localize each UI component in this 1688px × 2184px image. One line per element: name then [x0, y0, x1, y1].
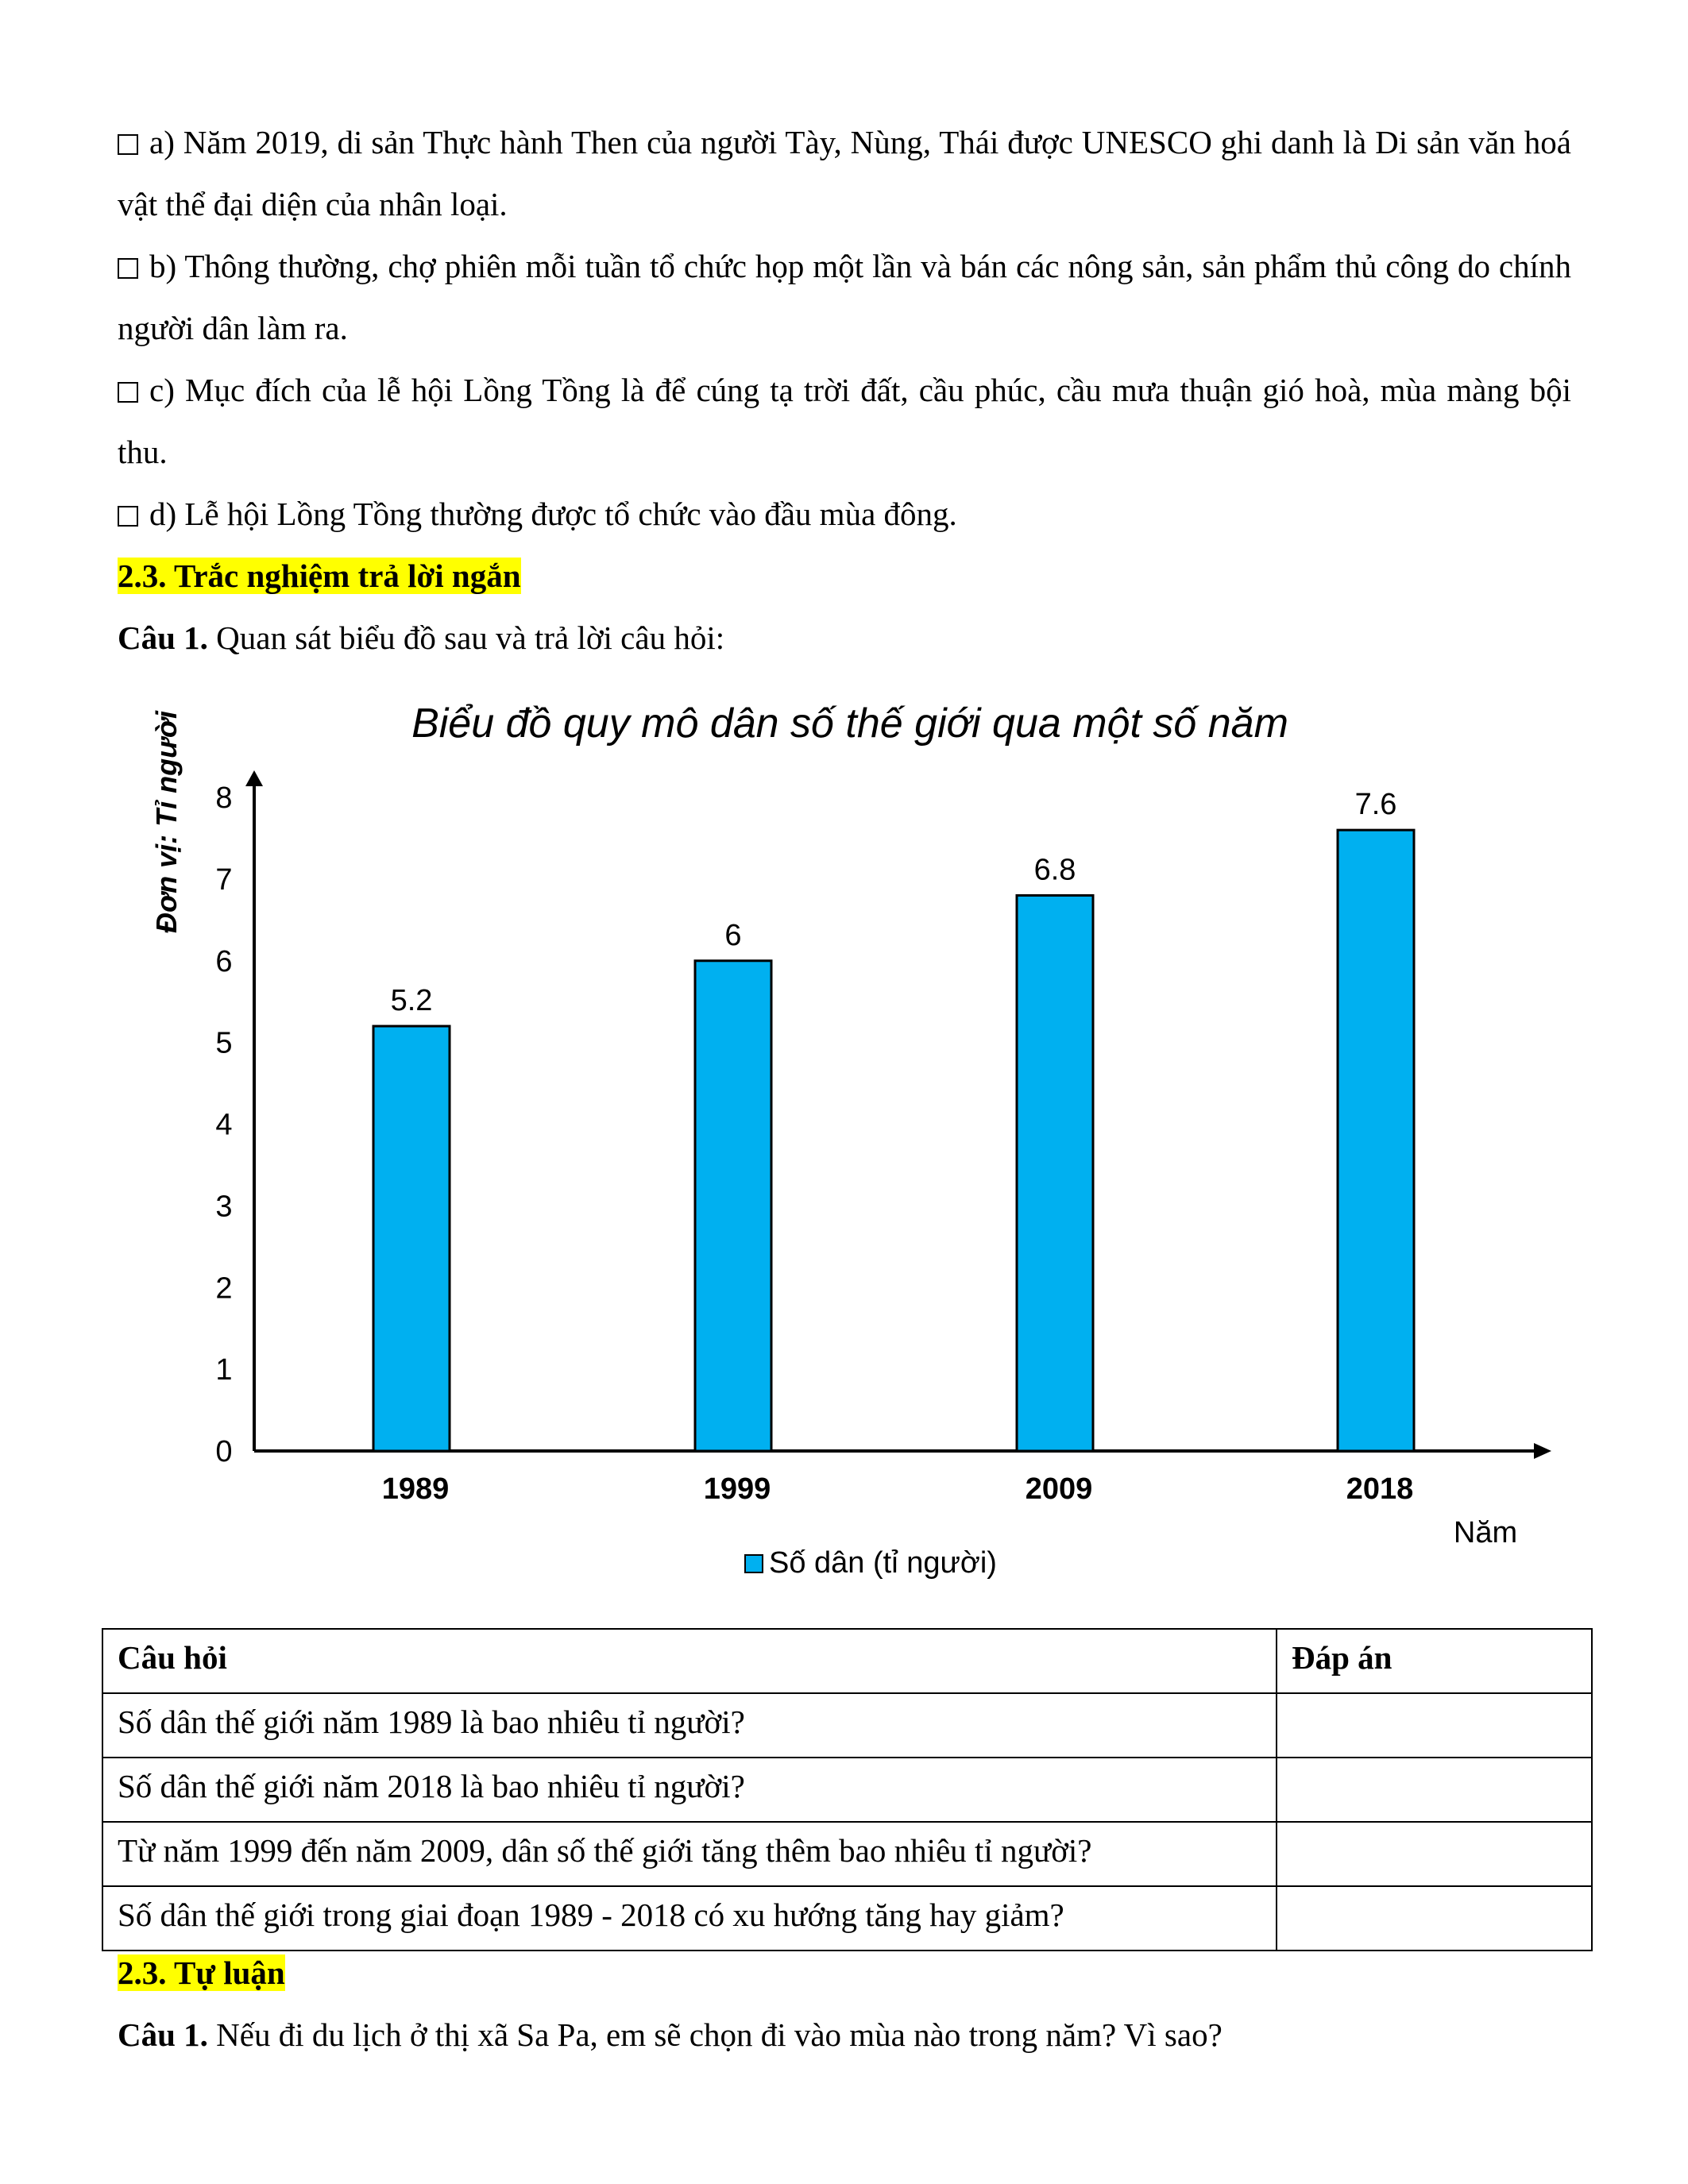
option-a	[118, 111, 1571, 235]
data-label: 7.6	[1354, 788, 1397, 822]
answer-cell[interactable]	[1277, 1758, 1592, 1822]
question-cell: Số dân thế giới trong giai đoạn 1989 - 2018 có xu hướng tăng hay giảm?	[102, 1886, 1277, 1951]
legend-swatch	[745, 1555, 763, 1572]
answer-cell[interactable]	[1277, 1693, 1592, 1758]
legend-label: Số dân (tỉ người)	[769, 1546, 997, 1580]
table-row	[102, 1822, 1592, 1886]
question-label: Câu 1.	[118, 619, 208, 656]
checkbox-icon[interactable]	[118, 382, 138, 403]
x-tick-label: 2009	[1025, 1472, 1093, 1506]
section-title: 2.3. Tự luận	[118, 1954, 285, 1991]
checkbox-icon[interactable]	[118, 134, 138, 155]
x-tick-label: 1999	[703, 1472, 771, 1506]
header-question: Câu hỏi	[102, 1629, 1277, 1693]
bar	[373, 1026, 450, 1451]
table-row	[102, 1693, 1592, 1758]
bar	[1338, 830, 1414, 1451]
x-axis-arrow-icon	[1534, 1443, 1551, 1459]
option-c	[118, 359, 1571, 483]
option-text: b) Thông thường, chợ phiên mỗi tuần tổ chức họp một lần và bán các nông sản, sản phẩm thủ công do chính người dân làm ra.	[118, 248, 1571, 346]
data-label: 6.8	[1033, 853, 1076, 887]
question-text: Nếu đi du lịch ở thị xã Sa Pa, em sẽ chọn đi vào mùa nào trong năm? Vì sao?	[207, 2016, 1223, 2053]
y-tick-label: 7	[215, 862, 233, 897]
bar	[1017, 895, 1093, 1451]
table-row	[102, 1886, 1592, 1951]
checkbox-icon[interactable]	[118, 506, 138, 527]
option-text: a) Năm 2019, di sản Thực hành Then của người Tày, Nùng, Thái được UNESCO ghi danh là Di sản văn hoá vật thể đại diện của nhân loại.	[118, 124, 1571, 222]
y-axis-arrow-icon	[245, 770, 263, 786]
y-tick-label: 1	[215, 1353, 233, 1387]
y-tick-label: 3	[215, 1190, 233, 1224]
y-tick-label: 0	[215, 1435, 233, 1468]
data-label: 6	[724, 918, 742, 952]
option-d	[118, 483, 1571, 545]
y-tick-label: 5	[215, 1026, 233, 1060]
option-text: c) Mục đích của lễ hội Lồng Tồng là để cúng tạ trời đất, cầu phúc, cầu mưa thuận gió hoà, mùa màng bội thu.	[118, 372, 1571, 470]
essay-question-1	[118, 2004, 1571, 2066]
question-text: Quan sát biểu đồ sau và trả lời câu hỏi:	[207, 619, 725, 656]
answer-cell[interactable]	[1277, 1886, 1592, 1951]
essay-section	[118, 1942, 1571, 2066]
answer-cell[interactable]	[1277, 1822, 1592, 1886]
section-heading-short	[118, 545, 1571, 607]
y-axis-label: Đơn vị: Tỉ người	[150, 710, 183, 934]
question-1	[118, 607, 1571, 669]
checkbox-icon[interactable]	[118, 258, 138, 279]
section-title: 2.3. Trắc nghiệm trả lời ngắn	[118, 558, 521, 594]
question-cell: Số dân thế giới năm 2018 là bao nhiêu tỉ người?	[102, 1758, 1277, 1822]
option-text: d) Lễ hội Lồng Tồng thường được tổ chức vào đầu mùa đông.	[149, 496, 957, 532]
x-tick-label: 1989	[381, 1472, 450, 1506]
question-cell: Số dân thế giới năm 1989 là bao nhiêu tỉ người?	[102, 1693, 1277, 1758]
y-tick-label: 4	[215, 1108, 233, 1142]
answer-table	[102, 1628, 1593, 1951]
bar	[695, 961, 771, 1451]
y-tick-label: 8	[215, 781, 233, 815]
y-tick-label: 6	[215, 944, 233, 978]
table-header-row	[102, 1629, 1592, 1693]
x-tick-label: 2018	[1346, 1472, 1414, 1506]
section-heading-essay	[118, 1942, 1571, 2004]
x-axis-label: Năm	[1453, 1516, 1518, 1549]
header-answer: Đáp án	[1277, 1629, 1592, 1693]
question-label: Câu 1.	[118, 2016, 208, 2053]
option-b	[118, 235, 1571, 359]
population-chart	[135, 683, 1565, 1596]
document-body	[118, 111, 1571, 669]
y-tick-label: 2	[215, 1271, 233, 1306]
data-label: 5.2	[390, 984, 433, 1018]
chart-canvas	[135, 683, 1565, 1596]
chart-title: Biểu đồ quy mô dân số thế giới qua một số năm	[411, 700, 1288, 747]
table-row	[102, 1758, 1592, 1822]
question-cell: Từ năm 1999 đến năm 2009, dân số thế giới tăng thêm bao nhiêu tỉ người?	[102, 1822, 1277, 1886]
